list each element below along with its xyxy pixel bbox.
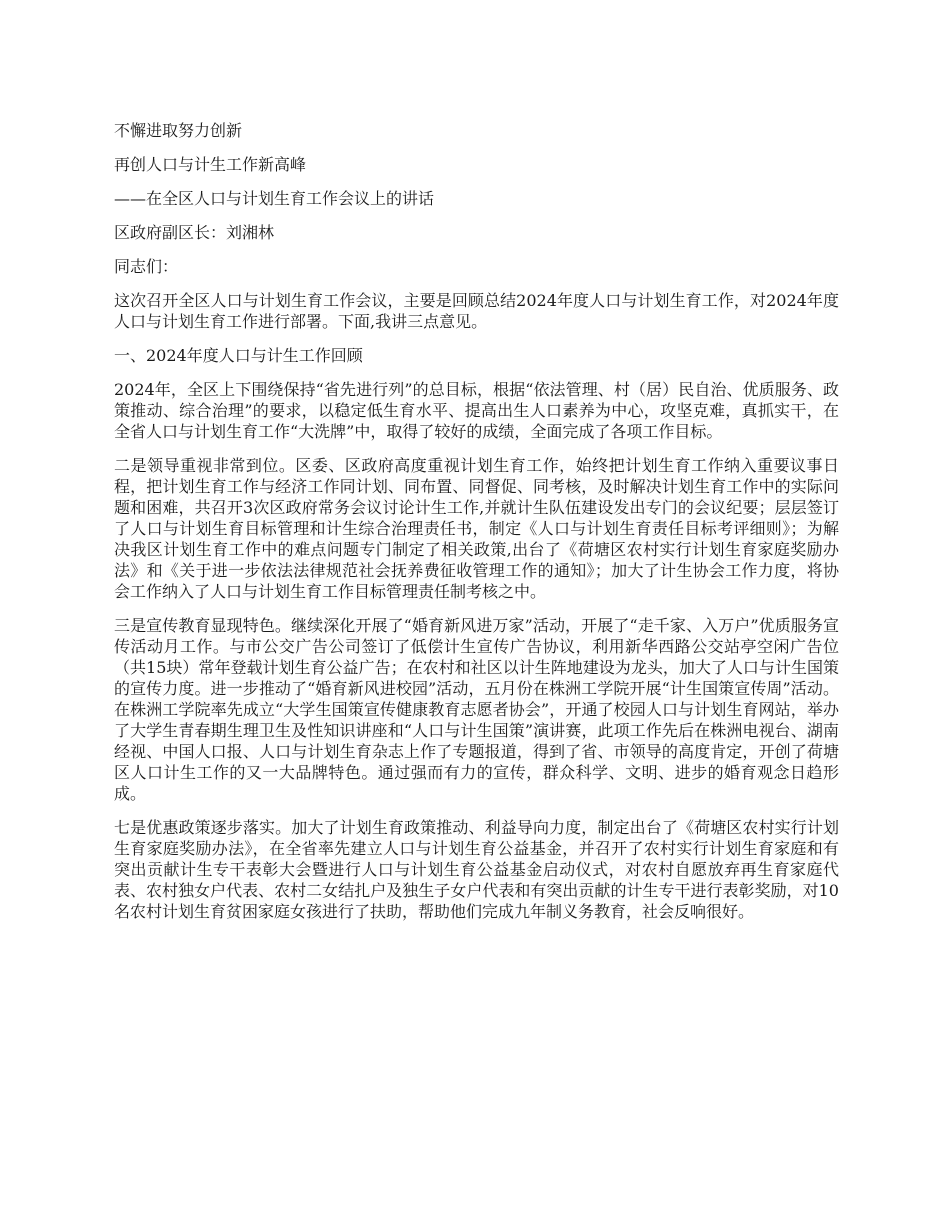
title-line-1: 不懈进取努力创新 — [114, 121, 243, 140]
title-line-2: 再创人口与计生工作新高峰 — [114, 155, 307, 174]
salutation: 同志们： — [114, 257, 179, 276]
intro-paragraph: 这次召开全区人口与计划生育工作会议，主要是回顾总结2024年度人口与计划生育工作，对2024年度人口与计划生育工作进行部署。下面,我讲三点意见。 — [114, 291, 839, 331]
speaker: 区政府副区长：刘湘林 — [114, 223, 275, 242]
document-body — [114, 120, 839, 935]
body-paragraph: 七是优惠政策逐步落实。加大了计划生育政策推动、利益导向力度，制定出台了《荷塘区农村实行计划生育家庭奖励办法》，在全省率先建立人口与计划生育公益基金，并召开了农村实行计划生育家庭和有突出贡献计生专干表彰大会暨进行人口与计划生育公益基金启动仪式，对农村自愿放弃再生育家庭代表、农村独女户代表、农村二女结扎户及独生子女户代表和有突出贡献的计生专干进行表彰奖励，对10名农村计划生育贫困家庭女孩进行了扶助，帮助他们完成九年制义务教育，社会反响很好。 — [114, 818, 839, 921]
subtitle: ——在全区人口与计划生育工作会议上的讲话 — [114, 189, 435, 208]
body-paragraph: 二是领导重视非常到位。区委、区政府高度重视计划生育工作，始终把计划生育工作纳入重要议事日程，把计划生育工作与经济工作同计划、同布置、同督促、同考核，及时解决计划生育工作中的实际问题和困难，共召开3次区政府常务会议讨论计生工作,并就计生队伍建设发出专门的会议纪要；层层签订了人口与计划生育目标管理和计生综合治理责任书，制定《人口与计划生育责任目标考评细则》；为解决我区计划生育工作中的难点问题专门制定了相关政策,出台了《荷塘区农村实行计划生育家庭奖励办法》和《关于进一步依法法律规范社会抚养费征收管理工作的通知》；加大了计生协会工作力度，将协会工作纳入了人口与计划生育工作目标管理责任制考核之中。 — [114, 456, 839, 601]
body-paragraph: 2024年，全区上下围绕保持“省先进行列”的总目标，根据“依法管理、村（居）民自治、优质服务、政策推动、综合治理”的要求，以稳定低生育水平、提高出生人口素养为中心，攻坚克难，真抓实干，在全省人口与计划生育工作“大洗牌”中，取得了较好的成绩，全面完成了各项工作目标。 — [114, 380, 839, 441]
section-heading: 一、2024年度人口与计生工作回顾 — [114, 346, 363, 365]
body-paragraph: 三是宣传教育显现特色。继续深化开展了“婚育新风进万家”活动，开展了“走千家、入万户”优质服务宣传活动月工作。与市公交广告公司签订了低偿计生宣传广告协议，利用新华西路公交站亭空闲广告位（共15块）常年登载计划生育公益广告；在农村和社区以计生阵地建设为龙头，加大了人口与计生国策的宣传力度。进一步推动了“婚育新风进校园”活动，五月份在株洲工学院开展“计生国策宣传周”活动。在株洲工学院率先成立“大学生国策宣传健康教育志愿者协会”，开通了校园人口与计划生育网站，举办了大学生青春期生理卫生及性知识讲座和“人口与计生国策”演讲赛，此项工作先后在株洲电视台、湖南经视、中国人口报、人口与计划生育杂志上作了专题报道，得到了省、市领导的高度肯定，开创了荷塘区人口计生工作的又一大品牌特色。通过强而有力的宣传，群众科学、文明、进步的婚育观念日趋形成。 — [114, 616, 839, 803]
